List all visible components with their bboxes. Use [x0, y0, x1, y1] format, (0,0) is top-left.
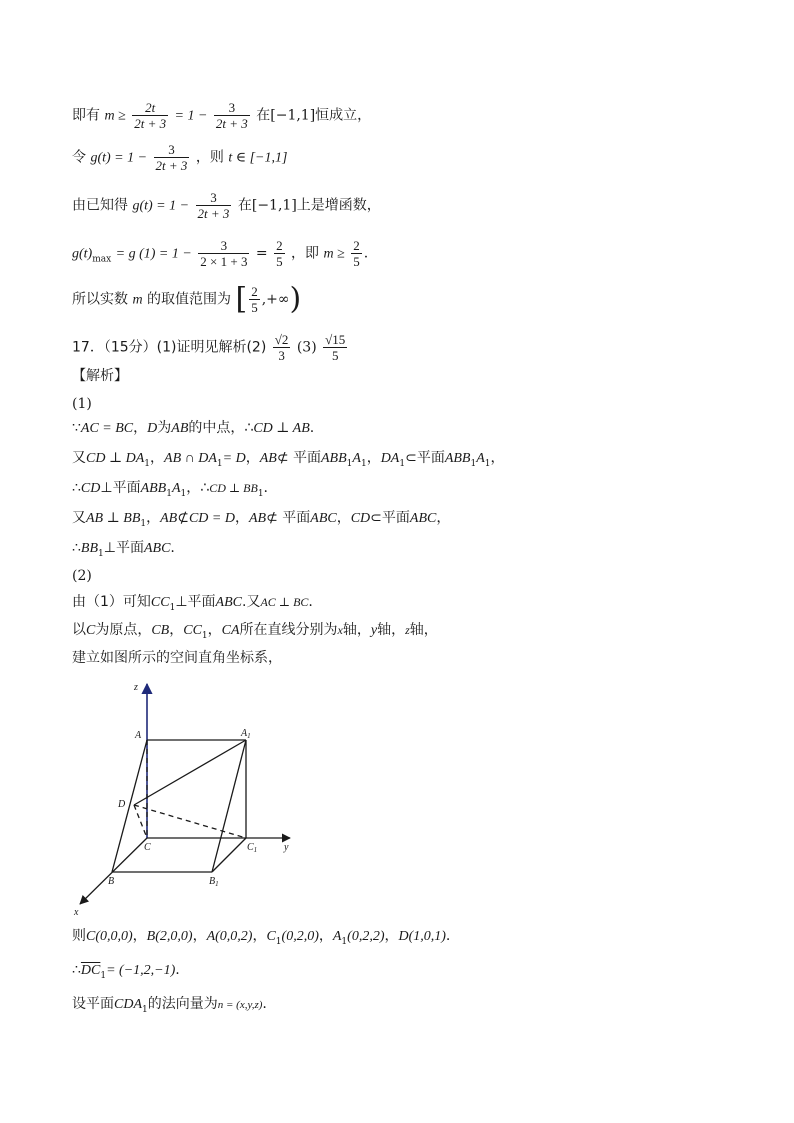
label-a: A	[135, 730, 142, 741]
x-axis	[80, 838, 147, 904]
line-10: 又CD ⊥ $DA_1$，AB ∩ $DA_1= D$，AB⊄ 平面$ABB_1A_1$，$DA_1\subset$平面$ABB_1A_1$，	[72, 450, 505, 469]
fraction: $\frac{2}{5}$	[251, 284, 258, 315]
label-x: x	[74, 907, 79, 918]
fraction: $\frac{2}{5}$	[353, 238, 360, 269]
line-3: 由已知得 g(t) = 1 − $\frac{3}{2t + 3}$ 在[−1,1]上是增函数，	[72, 190, 381, 221]
line-18: 则C(0,0,0)，B(2,0,0)，A(0,0,2)，$C_1(0,2,0)$，$A_1(0,2,2)$，D(1,0,1).	[72, 928, 451, 947]
edge-da1	[134, 740, 246, 805]
label-b1: $B_1$	[209, 876, 219, 888]
fraction: $\frac{√15}{5}$	[325, 332, 346, 363]
fraction: $\frac{3}{2t + 3}$	[197, 190, 230, 221]
fraction: $\frac{2t}{2t + 3}$	[134, 100, 167, 131]
line-16: 以C为原点，CB，$CC_1$，CA所在直线分别为x轴，y轴，z轴，	[72, 622, 438, 641]
label-b: B	[108, 876, 115, 887]
coordinate-prism-figure	[62, 672, 312, 922]
line-8: (1)	[72, 396, 92, 412]
line-20: 设平面$CDA_1$的法向量为n = (x,y,z).	[72, 996, 267, 1015]
line-11: ∴CD⊥平面$ABB_1A_1$，∴CD ⊥ $BB_1$.	[72, 480, 268, 499]
line-7: 【解析】	[72, 368, 128, 384]
line-14: (2)	[72, 568, 92, 584]
label-c1: $C_1$	[247, 842, 258, 854]
line-9: ∵AC = BC，D为AB的中点，∴CD ⊥ AB.	[72, 420, 315, 436]
fraction: $\frac{3}{2t + 3}$	[155, 142, 188, 173]
label-c: C	[144, 842, 151, 853]
edge-dc1	[134, 805, 246, 838]
label-y: y	[284, 842, 289, 853]
line-17: 建立如图所示的空间直角坐标系，	[72, 650, 282, 666]
line-6: 17．（15分）(1)证明见解析(2) $\frac{√2}{3}$ (3) $\frac{√15}{5}$	[72, 332, 346, 363]
line-4: $g(t)_{max} = g$ (1) = 1 − $\frac{3}{2 \times 1 + 3}$ = $\frac{2}{5}$ ，即 m ≥ $\frac{2}{5}$ .	[72, 238, 369, 269]
label-a1: $A_1$	[241, 728, 251, 740]
edge-b1c1	[212, 838, 246, 872]
line-19: $\therefore\overline{DC}_1= (-1,2,-1)$.	[72, 962, 180, 981]
fraction: $\frac{3}{2 \times 1 + 3}$	[200, 238, 248, 269]
edge-dc	[134, 805, 147, 838]
line-5: 所以实数 m 的取值范围为 [ $\frac{2}{5}$ ,+∞)	[72, 281, 302, 317]
fraction: $\frac{2}{5}$	[276, 238, 283, 269]
line-13: $\therefore BB_1\perp$平面ABC.	[72, 540, 175, 559]
fraction: $\frac{√2}{3}$	[274, 332, 289, 363]
fraction: $\frac{3}{2t + 3}$	[215, 100, 248, 131]
line-15: 由（1）可知$CC_1\perp$平面ABC.又AC ⊥ BC.	[72, 594, 313, 613]
edge-a1b1	[212, 740, 246, 872]
label-d: D	[118, 799, 126, 810]
line-1: 即有 m ≥ $\frac{2t}{2t + 3}$ = 1 − $\frac{3}{2t + 3}$ 在[−1,1]恒成立，	[72, 100, 372, 131]
line-12: 又AB ⊥ $BB_1$，AB⊄CD = D，AB⊄ 平面ABC，CD⊂平面ABC，	[72, 510, 451, 529]
line-2: 令 g(t) = 1 − $\frac{3}{2t + 3}$ ，则 t ∈ [−1,1]	[72, 142, 288, 173]
label-z: z	[134, 682, 138, 693]
